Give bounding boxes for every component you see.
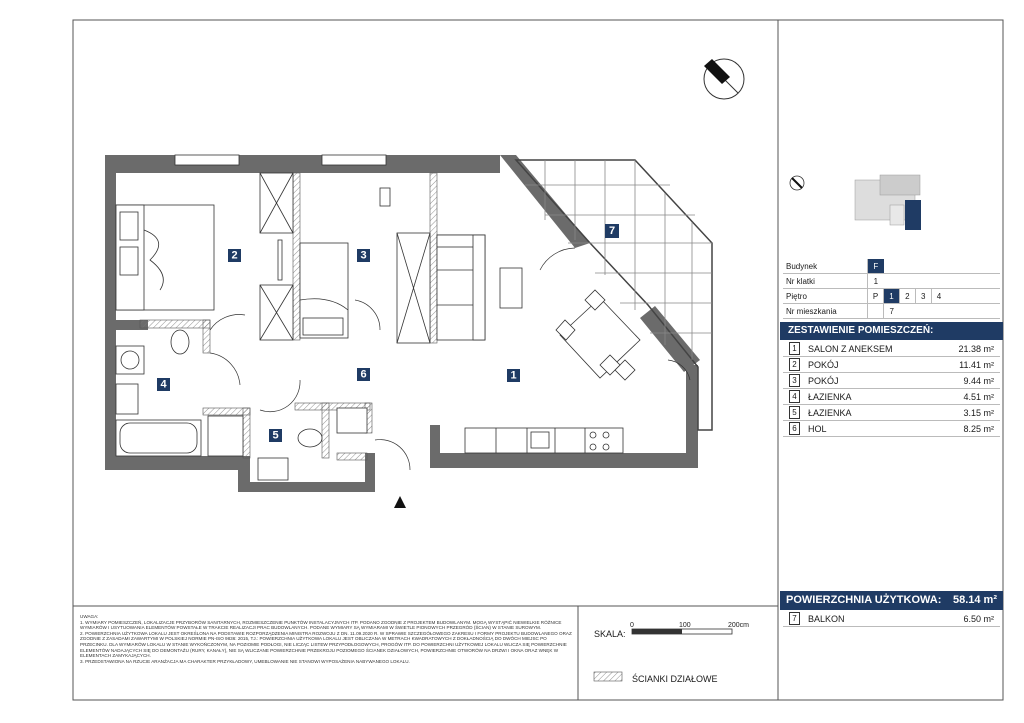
info-row-building: Budynek F bbox=[783, 259, 1000, 274]
dining-table bbox=[556, 290, 640, 380]
scale-label: SKALA: bbox=[594, 629, 626, 639]
info-row-apartment: Nr mieszkania 7 bbox=[783, 304, 1000, 319]
scale-tick: 0 bbox=[630, 622, 634, 629]
bed-room2 bbox=[116, 205, 214, 310]
room-label-7: 7 bbox=[608, 224, 616, 237]
scale-bar bbox=[632, 629, 732, 634]
room-label-3: 3 bbox=[360, 249, 367, 262]
total-area-value: 58.14 m² bbox=[952, 594, 997, 606]
rooms-list bbox=[783, 341, 1000, 437]
list-item: 6 HOL 8.25 m² bbox=[783, 421, 1000, 437]
wardrobe-room3 bbox=[380, 188, 430, 343]
scale-tick: 200cm bbox=[728, 622, 750, 629]
info-row-staircase: Nr klatki 1 bbox=[783, 274, 1000, 289]
total-area-bar bbox=[780, 591, 1003, 610]
bathroom5-fixtures bbox=[258, 408, 367, 480]
key-plan-thumbnail bbox=[790, 175, 921, 230]
info-row-floor: Piętro P 1 2 3 4 bbox=[783, 289, 1000, 304]
scale-tick: 100 bbox=[679, 622, 691, 629]
total-area-label: POWIERZCHNIA UŻYTKOWA: bbox=[786, 594, 942, 606]
list-item: 3 POKÓJ 9.44 m² bbox=[783, 373, 1000, 389]
room-label-4: 4 bbox=[160, 378, 167, 391]
sofa bbox=[437, 235, 522, 340]
rooms-header: ZESTAWIENIE POMIESZCZEŃ: bbox=[780, 322, 1003, 340]
list-item: 4 ŁAZIENKA 4.51 m² bbox=[783, 389, 1000, 405]
list-item: 1 SALON Z ANEKSEM 21.38 m² bbox=[783, 341, 1000, 357]
balcony-list bbox=[783, 611, 1000, 627]
list-item: 5 ŁAZIENKA 3.15 m² bbox=[783, 405, 1000, 421]
bed-room3 bbox=[300, 243, 348, 338]
room-label-2: 2 bbox=[231, 249, 238, 262]
room-label-5: 5 bbox=[272, 429, 279, 442]
bathroom4-fixtures bbox=[116, 330, 243, 456]
list-item: 7 BALKON 6.50 m² bbox=[783, 611, 1000, 627]
wardrobe-room2 bbox=[260, 173, 293, 340]
kitchen-counter bbox=[465, 428, 623, 453]
partition-legend-swatch bbox=[594, 672, 622, 681]
legend-label: ŚCIANKI DZIAŁOWE bbox=[632, 674, 718, 684]
north-arrow-icon bbox=[704, 59, 744, 99]
list-item: 2 POKÓJ 11.41 m² bbox=[783, 357, 1000, 373]
room-label-6: 6 bbox=[360, 368, 367, 381]
entrance-arrow-icon bbox=[394, 496, 406, 508]
room-label-1: 1 bbox=[510, 369, 517, 382]
notes: UWAGA: 1. WYMIARY POMIESZCZEŃ, LOKALIZACJE PRZYBORÓW SANITARNYCH, ROZMIESZCZENIE PUNKTÓW INSTALACYJNYCH ITP. PODANO ZGODNIE Z PROJEKTEM BUDOWLANYM. MOGĄ WYSTĄPIĆ NIEWIELKIE RÓŻNICE WYMIARÓW I USYTUOWANIA ELEMENTÓW POWSTAŁE W TRAKCIE REALIZACJI PRAC BUDOWLANYCH. PODANE WYMIARY SĄ WYMIARAMI W ŚWIETLE PIONOWYCH PRZEGRÓD (ŚCIAN) W STANIE SUROWYM. 2. POWIERZCHNIA UŻYTKOWA LOKALU JEST OKREŚLONA NA PODSTAWIE ROZPORZĄDZENIA MINISTRA ROZWOJU Z DN. 11.09.2020 R. W SPRAWIE SZCZEGÓŁOWEGO ZAKRESU I FORMY PROJEKTU BUDOWLANEGO ORAZ ZGODNIE Z ZASADAMI ZAWARTYMI W POLSKIEJ NORMIE PN-ISO 9836: 2015, TJ.: POWIERZCHNIA UŻYTKOWA LOKALU JEST OBLICZANA W METRACH KWADRATOWYCH Z DOKŁADNOŚCIĄ DO DWÓCH MIEJSC PO PRZECINKU. DLA WYMIARÓW LOKALU W STANIE WYKOŃCZONYM, NA POZIOMIE PODŁOGI, NIE LICZĄC LISTEW PRZYPODŁOGOWYCH, PROGÓW ITP. DO POWIERZCHNI UŻYTKOWEJ LOKALU WLICZA SIĘ POWIERZCHNIE ELEMENTÓW NADAJĄCYCH SIĘ DO DEMONTAŻU (RURY, KANAŁY), NIE SĄ WLICZANE POWIERZCHNIE PRZEKROJU POZIOMEGO ŚCIANEK DZIAŁOWYCH, POWIERZCHNIE OTWORÓW NA DRZWI I OKNA ORAZ WNĘK W ELEMENTACH ZAMYKAJĄCYCH. 3. PRZEDSTAWIONA NA RZUCIE ARANŻACJA MA CHARAKTER PRZYKŁADOWY, UMEBLOWANIE NIE STANOWI WYPOSAŻENIA NABYWANEGO LOKALU. bbox=[80, 614, 572, 664]
building-info-table bbox=[783, 259, 1000, 319]
